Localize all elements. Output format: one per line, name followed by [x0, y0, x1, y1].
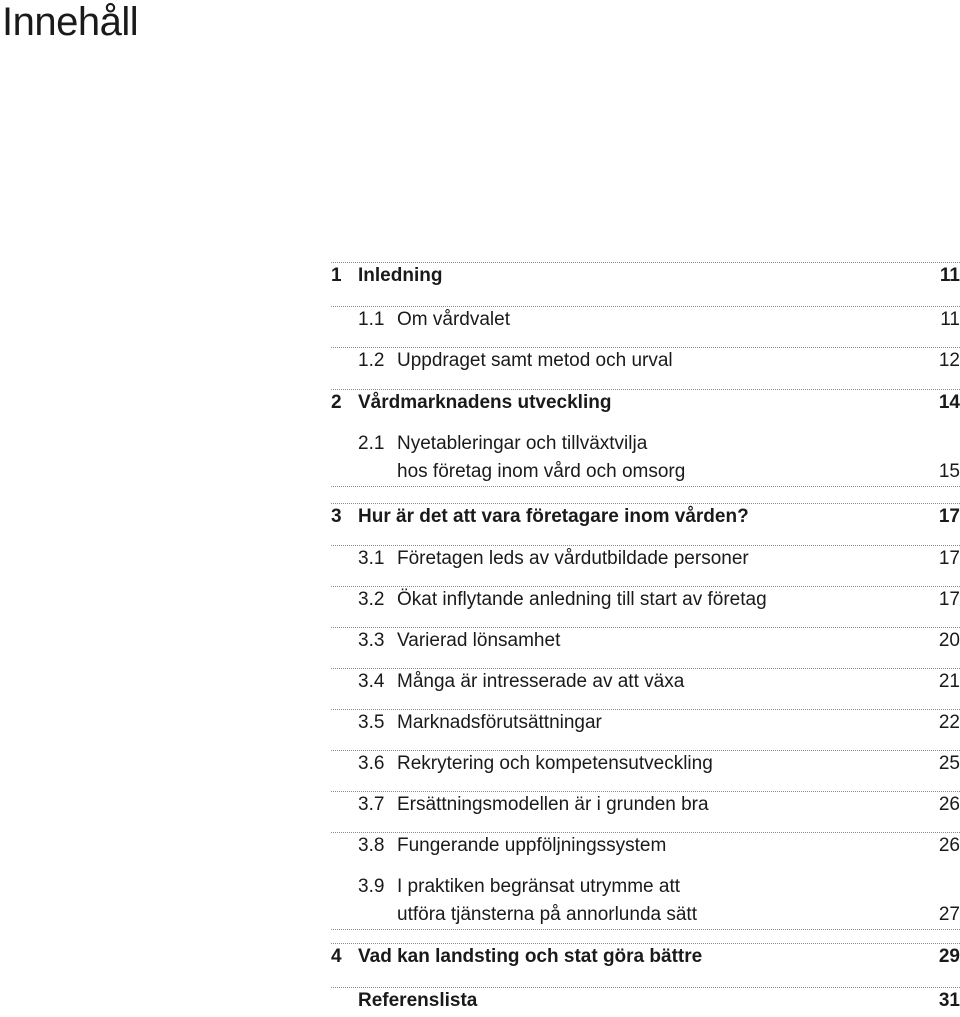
toc-entry-page: 26 [938, 794, 960, 815]
toc-entry-label: Rekrytering och kompetensutveckling [397, 753, 713, 774]
toc-entry-3[interactable] [331, 503, 960, 527]
toc-entry-number: 3.7 [358, 794, 385, 815]
toc-entry-2-1[interactable] [331, 430, 960, 487]
toc-entry-page: 17 [938, 548, 960, 569]
toc-entry-label: Ökat inflytande anledning till start av företag [397, 589, 767, 610]
toc-entry-number: 2 [331, 392, 342, 413]
toc-entry-number: 4 [331, 946, 342, 967]
toc-entry-number: 3 [331, 506, 342, 527]
toc-entry-page: 26 [938, 835, 960, 856]
toc-entry-number: 3.3 [358, 630, 385, 651]
toc-entry-label: Många är intresserade av att växa [397, 671, 685, 692]
toc-entry-label: Ersättningsmodellen är i grunden bra [397, 794, 709, 815]
toc-entry-page: 17 [938, 506, 960, 527]
toc-entry-1-1[interactable] [331, 306, 960, 330]
page-title: Innehåll [2, 0, 139, 44]
toc-entry-label: Varierad lönsamhet [397, 630, 561, 651]
toc-entry-label: Uppdraget samt metod och urval [397, 350, 673, 371]
toc-entry-number: 3.8 [358, 835, 385, 856]
toc-entry-number: 3.6 [358, 753, 385, 774]
toc-entry-label: Inledning [358, 265, 443, 286]
toc-entry-label: Hur är det att vara företagare inom vården? [358, 506, 749, 527]
toc-entry-label: Vårdmarknadens utveckling [358, 392, 612, 413]
toc-entry-3-5[interactable] [331, 709, 960, 733]
toc-entry-number: 3.4 [358, 671, 385, 692]
toc-entry-3-8[interactable] [331, 832, 960, 856]
toc-entry-number: 2.1 [358, 433, 385, 454]
toc-entry-page: 11 [940, 309, 960, 330]
toc-entry-page: 31 [938, 990, 960, 1011]
toc-entry-3-6[interactable] [331, 750, 960, 774]
toc-entry-2[interactable] [331, 389, 960, 413]
toc-entry-label: Företagen leds av vårdutbildade personer [397, 548, 749, 569]
toc-entry-number: 3.5 [358, 712, 385, 733]
toc-entry-page: 25 [938, 753, 960, 774]
toc-entry-3-4[interactable] [331, 668, 960, 692]
toc-entry-4[interactable] [331, 943, 960, 967]
toc-entry-page: 15 [938, 461, 960, 482]
toc-entry-referenslista[interactable] [331, 987, 960, 1011]
toc-entry-1-2[interactable] [331, 347, 960, 371]
toc-entry-page: 27 [938, 904, 960, 925]
toc-entry-number: 1 [331, 265, 342, 286]
toc-entry-number: 3.9 [358, 876, 385, 897]
toc-entry-page: 21 [938, 671, 960, 692]
toc-entry-label: Marknadsförutsättningar [397, 712, 602, 733]
toc-entry-page: 17 [938, 589, 960, 610]
toc-entry-label: I praktiken begränsat utrymme att [397, 876, 681, 897]
toc-entry-label: Om vårdvalet [397, 309, 510, 330]
toc-entry-label: Referenslista [358, 990, 478, 1011]
toc-entry-3-3[interactable] [331, 627, 960, 651]
toc-entry-3-7[interactable] [331, 791, 960, 815]
toc-entry-label-continued: utföra tjänsterna på annorlunda sätt [397, 904, 697, 925]
toc-entry-3-9[interactable] [331, 873, 960, 930]
toc-entry-label: Nyetableringar och tillväxtvilja [397, 433, 648, 454]
toc-entry-page: 12 [938, 350, 960, 371]
toc-entry-page: 20 [938, 630, 960, 651]
toc-entry-number: 1.1 [358, 309, 385, 330]
toc-entry-3-2[interactable] [331, 586, 960, 610]
toc-entry-page: 14 [938, 392, 960, 413]
toc-entry-label: Fungerande uppföljningssystem [397, 835, 667, 856]
toc-entry-3-1[interactable] [331, 545, 960, 569]
toc-entry-page: 29 [938, 946, 960, 967]
toc-entry-number: 1.2 [358, 350, 385, 371]
toc-entry-1[interactable] [331, 262, 960, 286]
toc-entry-label: Vad kan landsting och stat göra bättre [358, 946, 703, 967]
toc-entry-number: 3.2 [358, 589, 385, 610]
toc-entry-label-continued: hos företag inom vård och omsorg [397, 461, 686, 482]
toc-entry-page: 22 [938, 712, 960, 733]
toc-entry-number: 3.1 [358, 548, 385, 569]
toc-entry-page: 11 [939, 265, 960, 286]
